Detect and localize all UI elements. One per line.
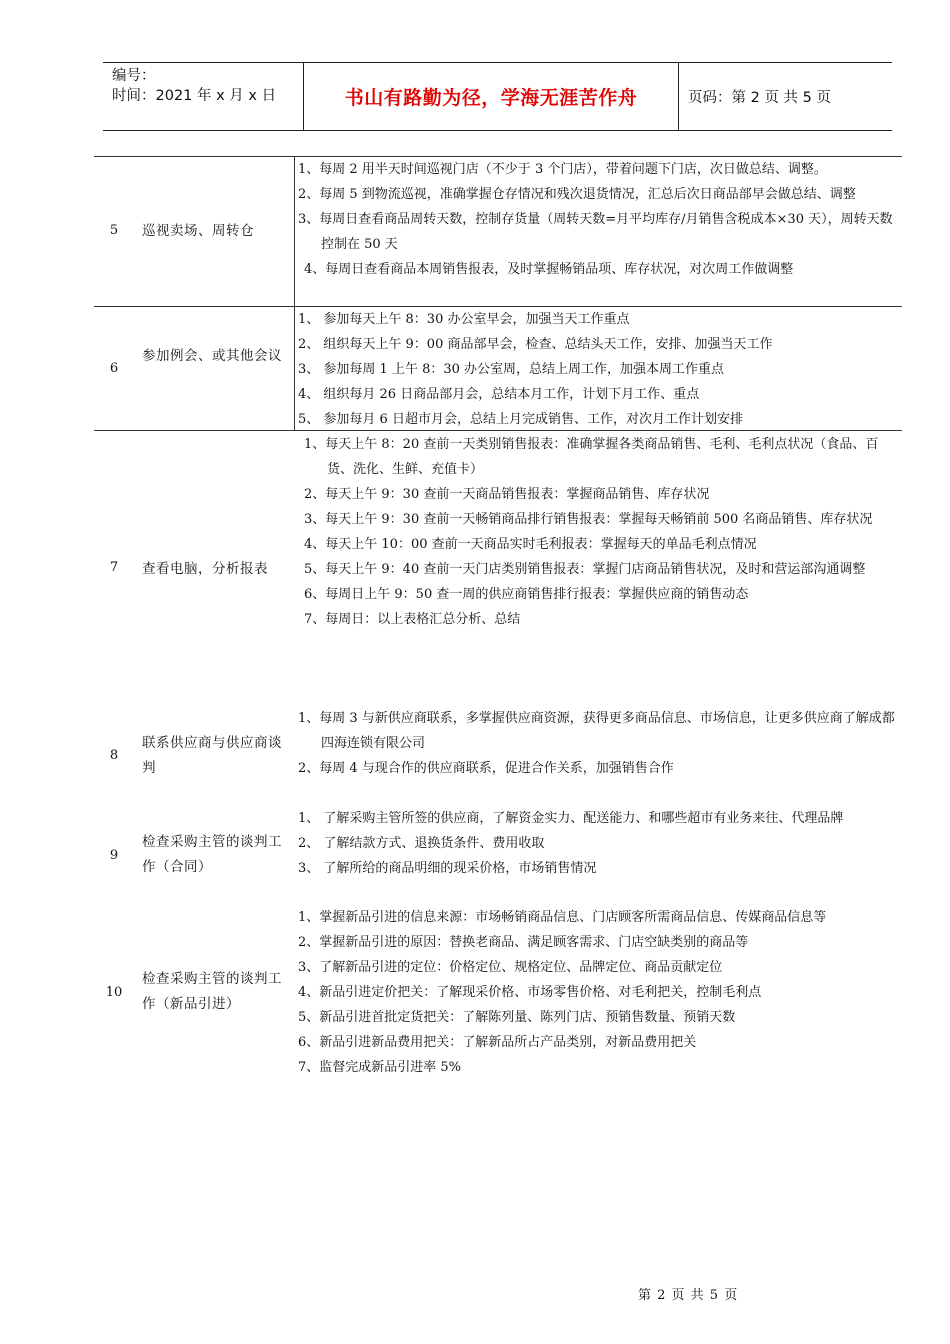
list-item: 5、每天上午 9：40 查前一天门店类别销售报表：掌握门店商品销售状况，及时和营运部沟通调整 xyxy=(304,562,866,577)
list-item: 2、每周 5 到物流巡视，准确掌握仓存情况和残次退货情况，汇总后次日商品部早会做总结、调整 xyxy=(298,187,856,202)
row-number: 7 xyxy=(109,560,119,575)
row-items xyxy=(298,432,898,632)
list-item: 3、 了解所给的商品明细的现采价格，市场销售情况 xyxy=(298,861,597,876)
list-item: 3、 参加每周 1 上午 8：30 办公室周，总结上周工作，加强本周工作重点 xyxy=(298,362,725,377)
list-item: 2、掌握新品引进的原因：替换老商品、满足顾客需求、门店空缺类别的商品等 xyxy=(298,935,749,950)
row-items xyxy=(298,307,898,432)
list-item: 3、了解新品引进的定位：价格定位、规格定位、品牌定位、商品贡献定位 xyxy=(298,960,723,975)
row-title: 参加例会、或其他会议 xyxy=(142,348,282,364)
table-row xyxy=(94,806,902,906)
time-label: 时间：2021 年 x 月 x 日 xyxy=(112,88,277,104)
row-number: 5 xyxy=(109,223,119,238)
list-item: 1、 参加每天上午 8：30 办公室早会，加强当天工作重点 xyxy=(298,312,630,327)
list-item: 5、新品引进首批定货把关：了解陈列量、陈列门店、预销售数量、预销天数 xyxy=(298,1010,736,1025)
list-item: 4、 组织每月 26 日商品部月会，总结本月工作，计划下月工作、重点 xyxy=(298,387,700,402)
table-row xyxy=(94,157,902,306)
row-items xyxy=(298,157,898,282)
row-title: 查看电脑，分析报表 xyxy=(142,561,268,577)
table-row xyxy=(94,307,902,430)
page-footer: 第 2 页 共 5 页 xyxy=(638,1288,739,1303)
row-title: 联系供应商与供应商谈判 xyxy=(142,735,282,776)
row-items xyxy=(298,706,898,781)
list-item: 6、新品引进新品费用把关：了解新品所占产品类别，对新品费用把关 xyxy=(298,1035,697,1050)
list-item: 2、 组织每天上午 9：00 商品部早会，检查、总结头天工作，安排、加强当天工作 xyxy=(298,337,773,352)
list-item: 3、每周日查看商品周转天数，控制存货量（周转天数=月平均库存/月销售含税成本×30 天），周转天数控制在 50 天 xyxy=(298,212,893,252)
list-item: 3、每天上午 9：30 查前一天畅销商品排行销售报表：掌握每天畅销前 500 名商品销售、库存状况 xyxy=(304,512,873,527)
list-item: 2、每周 4 与现合作的供应商联系，促进合作关系，加强销售合作 xyxy=(298,761,674,776)
list-item: 6、每周日上午 9：50 查一周的供应商销售排行报表：掌握供应商的销售动态 xyxy=(304,587,749,602)
list-item: 1、 了解采购主管所签的供应商，了解资金实力、配送能力、和哪些超市有业务来往、代理品牌 xyxy=(298,811,844,826)
row-number: 10 xyxy=(105,985,123,1000)
list-item: 2、每天上午 9：30 查前一天商品销售报表：掌握商品销售、库存状况 xyxy=(304,487,710,502)
list-item: 1、每天上午 8：20 查前一天类别销售报表：准确掌握各类商品销售、毛利、毛利点状况（食品、百货、洗化、生鲜、充值卡） xyxy=(304,437,879,477)
row-title: 检查采购主管的谈判工作（合同） xyxy=(142,834,282,875)
table-row xyxy=(94,706,902,781)
header-motto: 书山有路勤为径，学海无涯苦作舟 xyxy=(344,87,638,109)
row-number: 9 xyxy=(109,848,119,863)
list-item: 1、每周 3 与新供应商联系，多掌握供应商资源，获得更多商品信息、市场信息，让更多供应商了解成都四海连锁有限公司 xyxy=(298,711,895,751)
header-page-info: 页码：第 2 页 共 5 页 xyxy=(688,90,831,106)
row-title: 巡视卖场、周转仓 xyxy=(142,223,254,239)
table-row xyxy=(94,905,902,1080)
number-label: 编号： xyxy=(112,68,156,84)
row-number: 8 xyxy=(109,748,119,763)
list-item: 1、每周 2 用半天时间巡视门店（不少于 3 个门店），带着问题下门店，次日做总结、调整。 xyxy=(298,162,827,177)
list-item: 4、每天上午 10：00 查前一天商品实时毛利报表：掌握每天的单品毛利点情况 xyxy=(304,537,757,552)
list-item: 2、 了解结款方式、退换货条件、费用收取 xyxy=(298,836,545,851)
table-row xyxy=(94,432,902,682)
document-header xyxy=(103,62,892,131)
list-item: 4、新品引进定价把关：了解现采价格、市场零售价格、对毛利把关，控制毛利点 xyxy=(298,985,762,1000)
row-title: 检查采购主管的谈判工作（新品引进） xyxy=(142,971,282,1012)
list-item: 4、每周日查看商品本周销售报表，及时掌握畅销品项、库存状况，对次周工作做调整 xyxy=(304,262,794,277)
list-item: 5、 参加每月 6 日超市月会，总结上月完成销售、工作，对次月工作计划安排 xyxy=(298,412,743,427)
row-number: 6 xyxy=(109,361,119,376)
list-item: 1、掌握新品引进的信息来源：市场畅销商品信息、门店顾客所需商品信息、传媒商品信息等 xyxy=(298,910,827,925)
header-meta xyxy=(112,66,276,106)
row-items xyxy=(298,905,898,1080)
list-item: 7、每周日：以上表格汇总分析、总结 xyxy=(304,612,521,627)
header-divider xyxy=(678,63,679,130)
row-items xyxy=(298,806,898,881)
list-item: 7、监督完成新品引进率 5% xyxy=(298,1060,462,1075)
